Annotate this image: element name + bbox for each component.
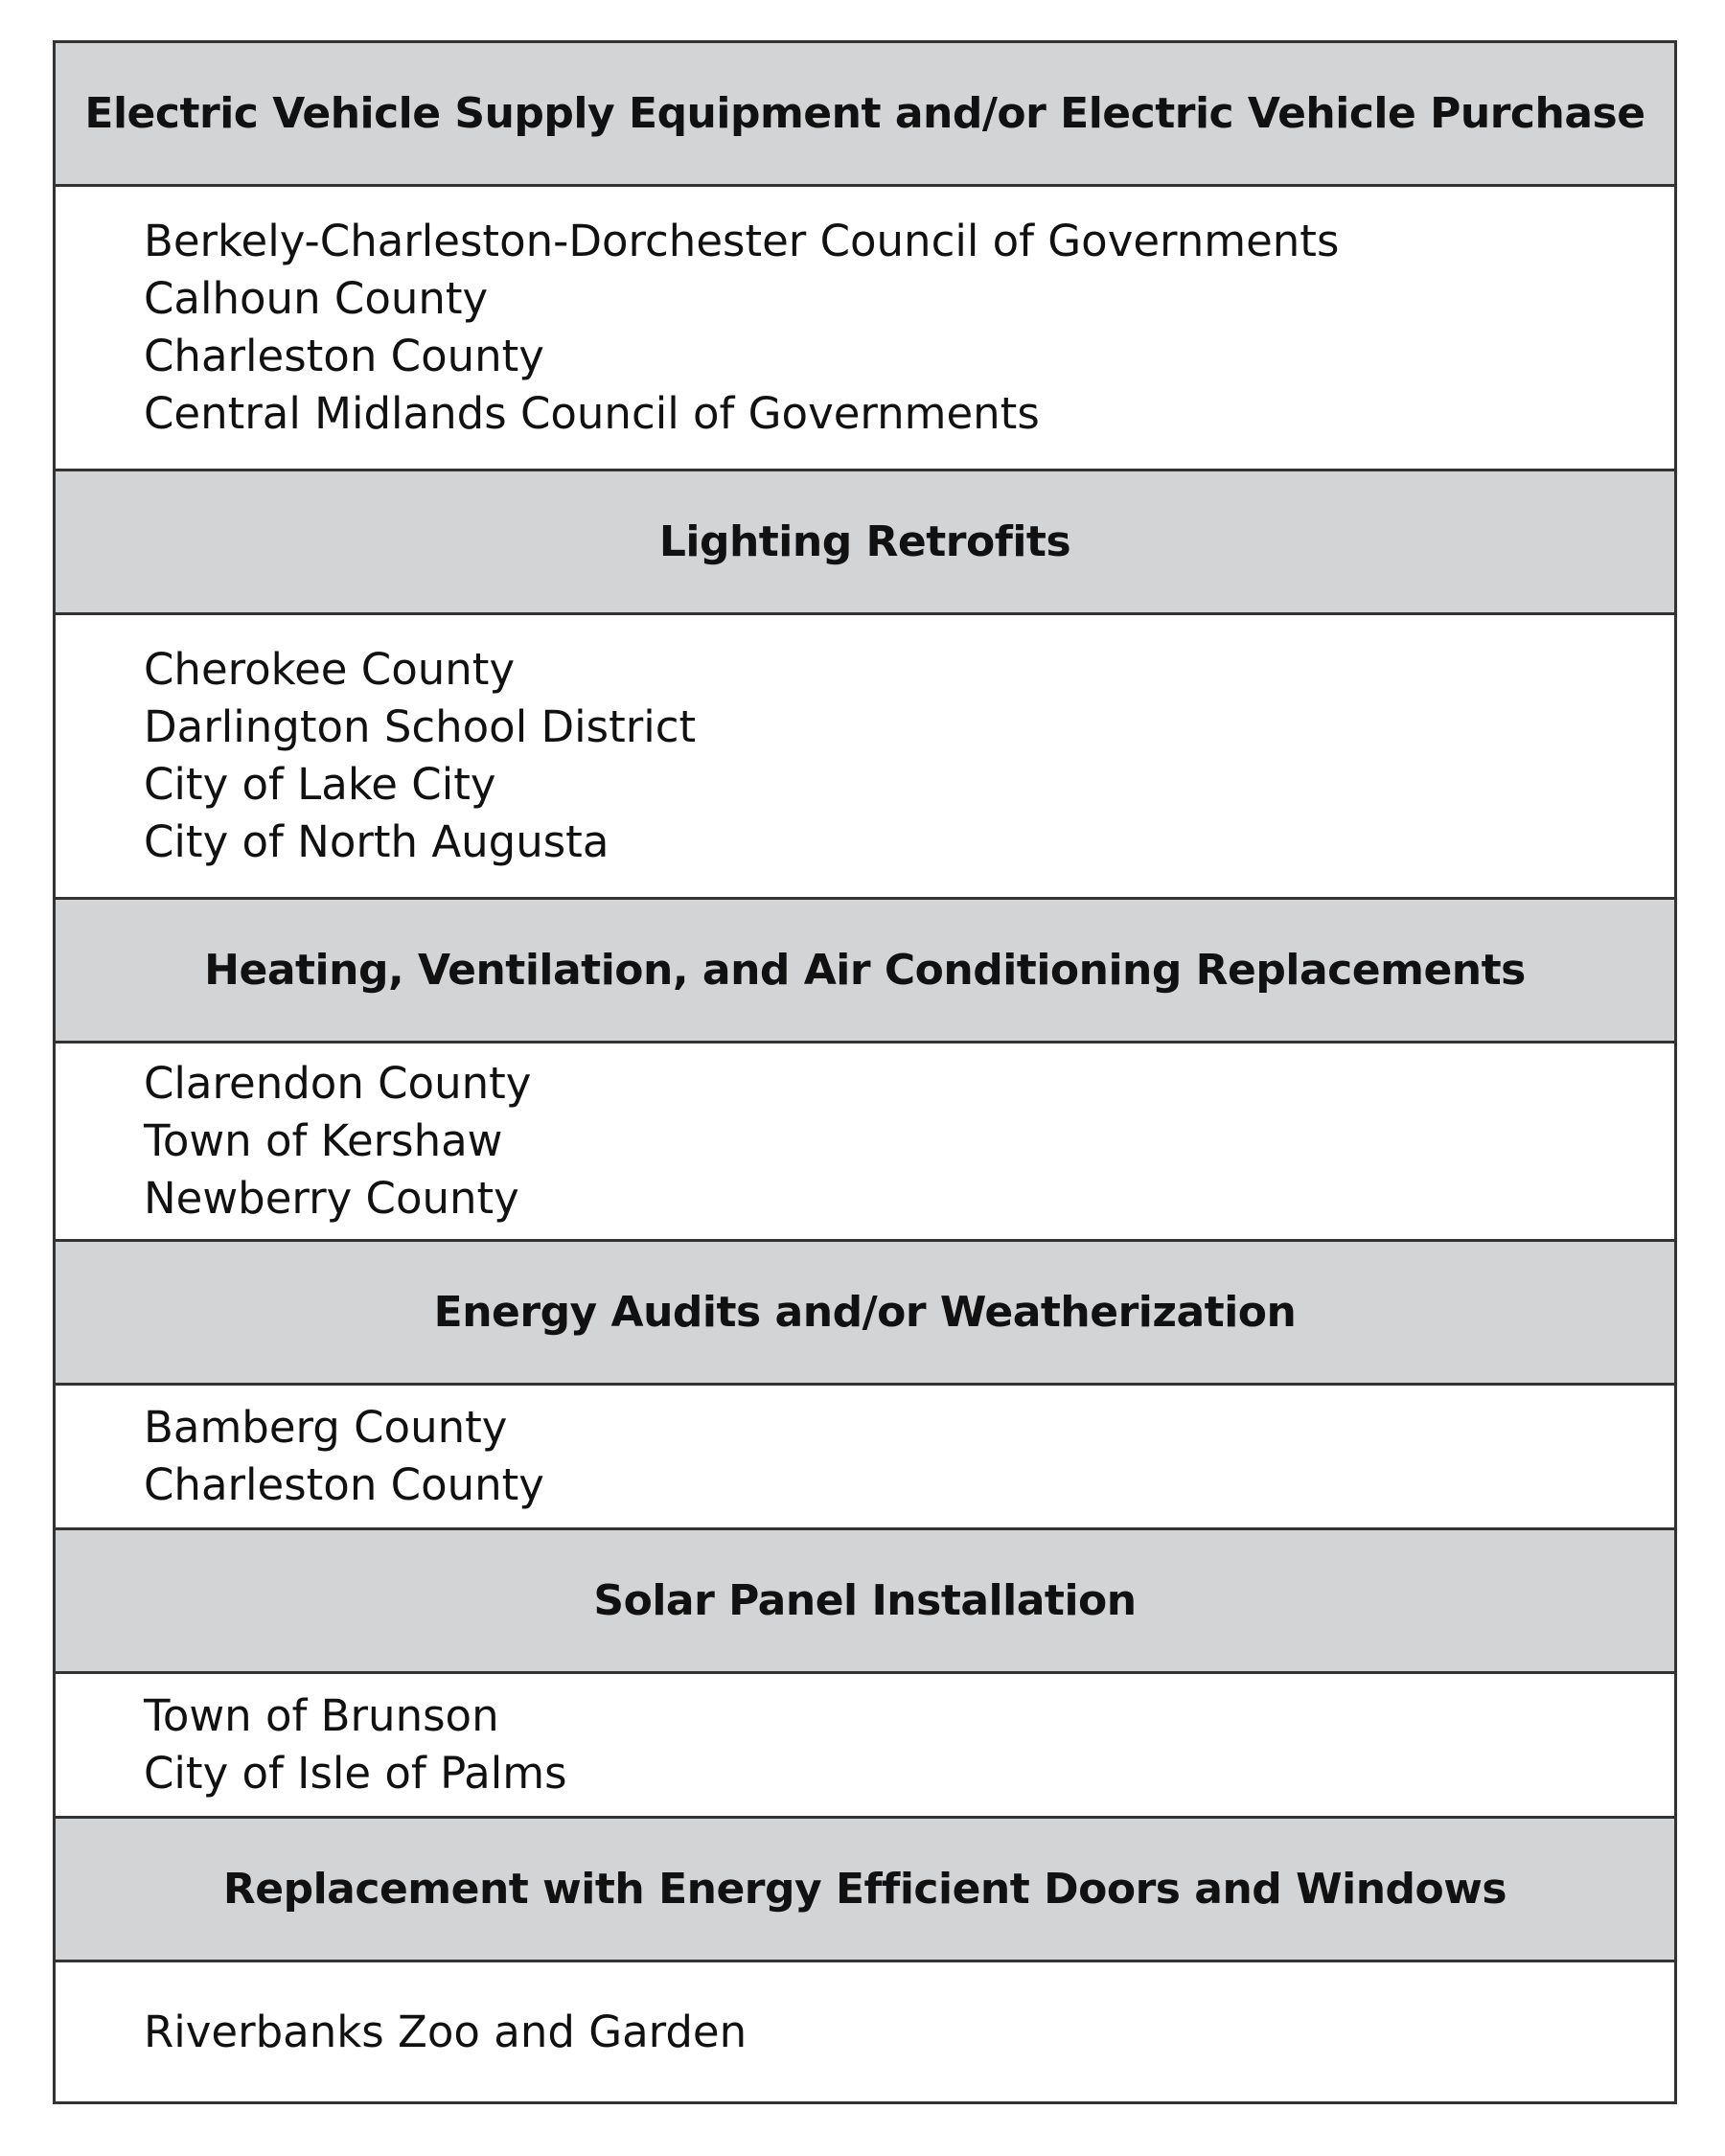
list-item: Cherokee County <box>144 644 516 695</box>
section-list-audits <box>56 1386 1674 1530</box>
section-heading-hvac: Heating, Ventilation, and Air Conditioning Replacements <box>56 900 1674 1044</box>
section-heading-audits: Energy Audits and/or Weatherization <box>56 1242 1674 1386</box>
list-item: Newberry County <box>144 1173 519 1224</box>
list-item: Calhoun County <box>144 273 489 324</box>
list-item: Charleston County <box>144 1459 544 1510</box>
section-heading-ev: Electric Vehicle Supply Equipment and/or Electric Vehicle Purchase <box>56 43 1674 187</box>
list-item: Clarendon County <box>144 1058 532 1109</box>
list-item: Town of Brunson <box>144 1690 499 1741</box>
list-item: Bamberg County <box>144 1402 508 1453</box>
list-item: Berkely-Charleston-Dorchester Council of Governments <box>144 216 1340 266</box>
list-item: Darlington School District <box>144 701 697 752</box>
section-list-solar <box>56 1674 1674 1819</box>
list-item: City of Lake City <box>144 759 496 810</box>
section-list-hvac <box>56 1044 1674 1242</box>
section-list-ev <box>56 187 1674 471</box>
section-list-lighting <box>56 615 1674 900</box>
section-heading-doors-windows: Replacement with Energy Efficient Doors and Windows <box>56 1819 1674 1962</box>
section-heading-lighting: Lighting Retrofits <box>56 471 1674 615</box>
section-heading-solar: Solar Panel Installation <box>56 1530 1674 1674</box>
section-list-doors-windows <box>56 1962 1674 2101</box>
list-item: Central Midlands Council of Governments <box>144 388 1040 439</box>
project-table <box>53 40 1677 2104</box>
list-item: Town of Kershaw <box>144 1115 503 1166</box>
list-item: Charleston County <box>144 331 544 381</box>
list-item: City of Isle of Palms <box>144 1748 567 1799</box>
list-item: Riverbanks Zoo and Garden <box>144 2006 748 2057</box>
list-item: City of North Augusta <box>144 816 610 867</box>
